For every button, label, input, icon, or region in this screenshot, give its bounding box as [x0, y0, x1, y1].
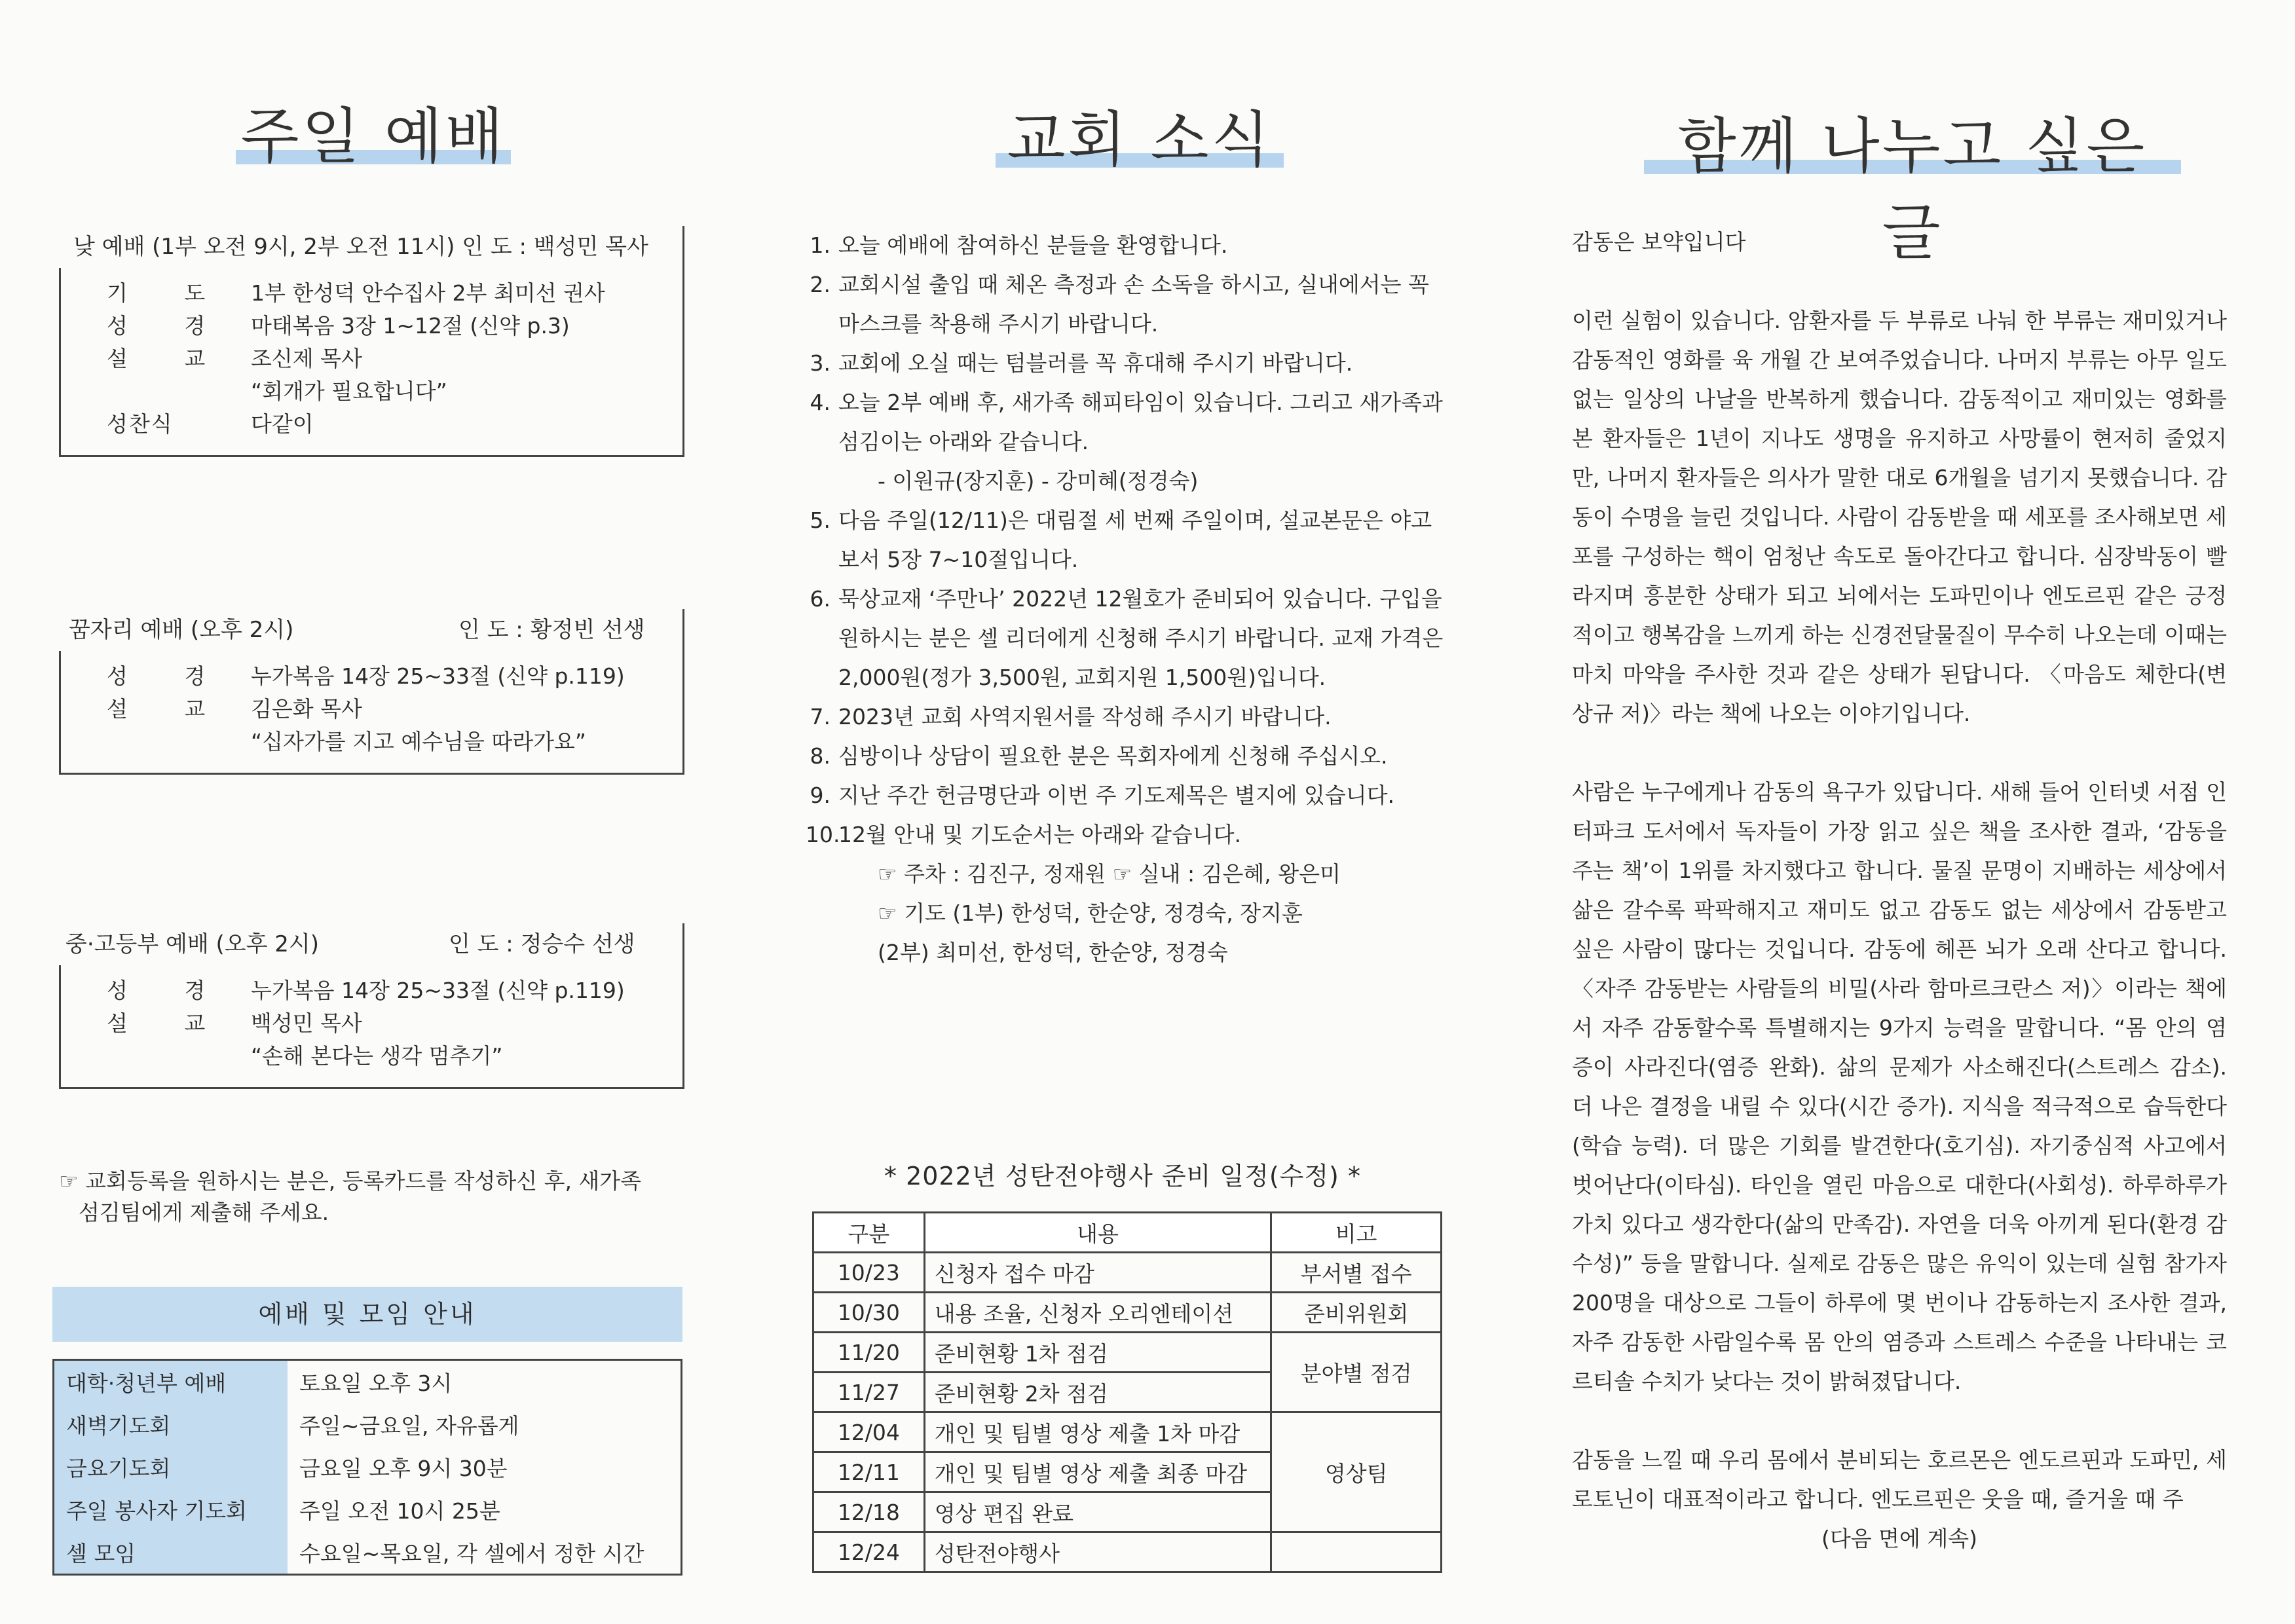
news-item [806, 265, 1461, 344]
news-item-line: 교회시설 출입 때 체온 측정과 손 소독을 하시고, 실내에서는 꼭 [838, 272, 1429, 297]
news-item-line: 섬김이는 아래와 같습니다. [838, 429, 1089, 454]
news-item-line: 오늘 예배에 참여하신 분들을 환영합니다. [838, 232, 1228, 258]
news-item-number: 2. [810, 272, 830, 297]
guide-row: 금요기도회 금요일 오후 9시 30분 [54, 1446, 682, 1488]
day-service [59, 226, 684, 457]
guide-row: 새벽기도회 주일~금요일, 자유롭게 [54, 1403, 682, 1446]
kids-service-leader: 인 도 : 황정빈 선생 [458, 617, 645, 643]
registration-notice: ☞ 교회등록을 원하시는 분은, 등록카드를 작성하신 후, 새가족 섬김팀에게 제출해 주세요. [59, 1168, 642, 1225]
news-item-number: 1. [810, 232, 830, 258]
guide-table [52, 1359, 682, 1576]
news-item-line: - 이원규(장지훈) - 강미혜(정경숙) [878, 468, 1199, 494]
schedule-row: 12/18 영상 편집 완료 [813, 1492, 1442, 1532]
news-item [806, 501, 1461, 580]
youth-service-box [59, 965, 684, 1089]
news-item [806, 344, 1461, 383]
schedule-row: 11/20 준비현황 1차 점검 분야별 점검 [813, 1333, 1442, 1373]
essay-paragraph: 감동을 느낄 때 우리 몸에서 분비되는 호르몬은 엔도르핀과 도파민, 세로토닌이 대표적이라고 합니다. 엔도르핀은 웃을 때, 즐거울 때 주 [1572, 1447, 2227, 1512]
news-item-line: 다음 주일(12/11)은 대림절 세 번째 주일이며, 설교본문은 야고 [838, 507, 1432, 533]
guide-row: 셀 모임 수요일~목요일, 각 셀에서 정한 시간 [54, 1531, 682, 1575]
youth-row: 성 경 누가복음 14장 25~33절 (신약 p.119) [107, 978, 625, 1003]
news-item-line: ☞ 기도 (1부) 한성덕, 한순양, 정경숙, 장지훈 [878, 900, 1303, 926]
news-item-number: 6. [810, 586, 830, 612]
news-item [806, 383, 1461, 501]
news-item-line: 2,000원(정가 3,500원, 교회지원 1,500원)입니다. [838, 665, 1326, 690]
news-item-line: (2부) 최미선, 한성덕, 한순양, 정경숙 [878, 940, 1228, 965]
news-item [806, 737, 1461, 776]
schedule-table [812, 1211, 1442, 1573]
kids-row: “십자가를 지고 예수님을 따라가요” [251, 729, 586, 754]
essay-paragraph: 이런 실험이 있습니다. 암환자를 두 부류로 나눠 한 부류는 재미있거나 감동적인 영화를 육 개월 간 보여주었습니다. 나머지 부류는 아무 일도 없는 일상의 나날을 반복하게 했습니다. 감동적이고 재미있는 영화를 본 환자들은 1년이 지나도 생명을 유지하고 사망률이 현저히 줄었지만, 나머지 환자들은 의사가 말한 대로 6개월을 넘기지 못했습니다. 감동이 수명을 늘린 것입니다. 사람이 감동받을 때 세포를 조사해보면 세포를 구성하는 핵이 엄청난 속도로 돌아간다고 합니다. 심장박동이 빨라지며 흥분한 상태가 되고 뇌에서는 도파민이나 엔도르핀 같은 긍정적이고 행복감을 느끼게 하는 신경전달물질이 무수히 나오는데 이때는 마치 마약을 주사한 것과 같은 상태가 된답니다. 〈마음도 체한다(변상규 저)〉라는 책에 나오는 이야기입니다. [1572, 308, 2227, 726]
guide-row: 주일 봉사자 기도회 주일 오전 10시 25분 [54, 1488, 682, 1531]
day-service-title-text: 낮 예배 (1부 오전 9시, 2부 오전 11시) 인 도 : 백성민 목사 [73, 234, 648, 260]
news-list [806, 226, 1461, 972]
day-service-box [59, 268, 684, 457]
schedule-row: 12/04 개인 및 팀별 영상 제출 1차 마감 영상팀 [813, 1412, 1442, 1452]
schedule-row: 11/27 준비현황 2차 점검 [813, 1373, 1442, 1412]
news-item-line: 지난 주간 헌금명단과 이번 주 기도제목은 별지에 있습니다. [838, 783, 1394, 808]
news-item-line: ☞ 주차 : 김진구, 정재원 ☞ 실내 : 김은혜, 왕은미 [878, 861, 1341, 887]
essay-title: 감동은 보약입니다 [1572, 229, 1746, 255]
guide-heading: 예배 및 모임 안내 [52, 1287, 682, 1342]
news-item-number: 7. [810, 704, 830, 729]
day-row: 성찬식 다같이 [107, 411, 314, 437]
schedule-row: 10/30 내용 조율, 신청자 오리엔테이션 준비위원회 [813, 1293, 1442, 1333]
news-item-number: 4. [810, 390, 830, 415]
news-heading-text: 교회 소식 [1007, 105, 1273, 175]
essay-continued: (다음 면에 계속) [1821, 1526, 1977, 1551]
day-row: 기 도 1부 한성덕 안수집사 2부 최미선 권사 [107, 280, 605, 306]
schedule-header-row [813, 1213, 1442, 1253]
essay-heading-text: 함께 나누고 싶은 글 [1677, 111, 2148, 268]
news-item-line: 보서 5장 7~10절입니다. [838, 547, 1079, 572]
worship-heading-text: 주일 예배 [240, 101, 506, 172]
youth-service-title-text: 중·고등부 예배 (오후 2시) [65, 931, 319, 957]
kids-service-box-top [59, 609, 684, 651]
day-row: 성 경 마태복음 3장 1~12절 (신약 p.3) [107, 313, 570, 339]
worship-column [59, 0, 688, 1624]
news-item-line: 마스크를 착용해 주시기 바랍니다. [838, 311, 1159, 337]
day-service-title [59, 226, 684, 268]
day-service-box-top [59, 226, 684, 268]
news-item [806, 776, 1461, 815]
news-item-line: 오늘 2부 예배 후, 새가족 해피타임이 있습니다. 그리고 새가족과 [838, 390, 1443, 415]
youth-row: 설 교 백성민 목사 [107, 1010, 362, 1036]
kids-service-title [59, 609, 684, 651]
youth-service-leader: 인 도 : 정승수 선생 [449, 931, 635, 957]
schedule-row: 12/24 성탄전야행사 [813, 1532, 1442, 1572]
news-item-line: 교회에 오실 때는 텀블러를 꼭 휴대해 주시기 바랍니다. [838, 350, 1353, 376]
essay-column [1572, 0, 2227, 1624]
kids-service-title-text: 꿈자리 예배 (오후 2시) [69, 617, 294, 643]
news-item-number: 8. [810, 743, 830, 769]
news-item-line: 12월 안내 및 기도순서는 아래와 같습니다. [838, 822, 1241, 847]
news-item-line: 2023년 교회 사역지원서를 작성해 주시기 바랍니다. [838, 704, 1332, 729]
kids-service [59, 609, 684, 775]
youth-service-box-top [59, 923, 684, 965]
news-item-number: 3. [810, 350, 830, 376]
youth-service-title [59, 923, 684, 965]
schedule-row: 12/11 개인 및 팀별 영상 제출 최종 마감 [813, 1452, 1442, 1492]
kids-service-box [59, 651, 684, 775]
essay-paragraph: 사람은 누구에게나 감동의 욕구가 있답니다. 새해 들어 인터넷 서점 인터파크 도서에서 독자들이 가장 읽고 싶은 책을 조사한 결과, ‘감동을 주는 책’이 1위를 차지했다고 합니다. 물질 문명이 지배하는 세상에서 삶은 갈수록 팍팍해지고 재미도 없고 감동도 없는 세상에서 감동받고 싶은 사람이 많다는 것입니다. 감동에 헤픈 뇌가 오래 산다고 합니다. 〈자주 감동받는 사람들의 비밀(사라 함마르크란스 저)〉이라는 책에서 자주 감동할수록 특별해지는 9가지 능력을 말합니다. “몸 안의 염증이 사라진다(염증 완화). 삶의 문제가 사소해진다(스트레스 감소). 더 나은 결정을 내릴 수 있다(시간 증가). 지식을 적극적으로 습득한다(학습 능력). 더 많은 기회를 발견한다(호기심). 자기중심적 사고에서 벗어난다(이타심). 타인을 열린 마음으로 대한다(사회성). 하루하루가 가치 있다고 생각한다(삶의 만족감). 자연을 더욱 아끼게 된다(환경 감수성)” 등을 말합니다. 실제로 감동은 많은 유익이 있는데 실험 참가자 200명을 대상으로 그들이 하루에 몇 번이나 감동하는지 조사한 결과, 자주 감동한 사람일수록 몸 안의 염증과 스트레스 수준을 나타내는 코르티솔 수치가 낮다는 것이 밝혀졌답니다. [1572, 779, 2227, 1394]
news-item-number: 5. [810, 507, 830, 533]
news-item-line: 원하시는 분은 셀 리더에게 신청해 주시기 바랍니다. 교재 가격은 [838, 625, 1444, 651]
schedule-header: 구분 [813, 1213, 925, 1253]
worship-heading [236, 88, 511, 175]
news-item-line: 묵상교재 ‘주만나’ 2022년 12월호가 준비되어 있습니다. 구입을 [838, 586, 1442, 612]
kids-row: 설 교 김은화 목사 [107, 696, 362, 722]
schedule-row: 10/23 신청자 접수 마감 부서별 접수 [813, 1253, 1442, 1293]
guide-row: 대학·청년부 예배 토요일 오후 3시 [54, 1360, 682, 1404]
news-item [806, 580, 1461, 697]
youth-service [59, 923, 684, 1089]
youth-row: “손해 본다는 생각 멈추기” [251, 1043, 503, 1069]
news-item [806, 226, 1461, 265]
day-row: 설 교 조신제 목사 [107, 346, 362, 371]
kids-row: 성 경 누가복음 14장 25~33절 (신약 p.119) [107, 663, 625, 689]
essay-body [1572, 223, 2227, 1598]
news-heading [996, 92, 1284, 178]
news-item-line: 심방이나 상담이 필요한 분은 목회자에게 신청해 주십시오. [838, 743, 1388, 769]
news-item-number: 9. [810, 783, 830, 808]
news-item-number: 10. [806, 822, 840, 847]
news-column [806, 0, 1461, 1624]
news-item [806, 815, 1461, 972]
schedule-header: 내용 [924, 1213, 1271, 1253]
day-row: “회개가 필요합니다” [251, 378, 447, 404]
schedule-title: * 2022년 성탄전야행사 준비 일정(수정) * [884, 1162, 1361, 1190]
news-item [806, 697, 1461, 737]
schedule-header: 비고 [1271, 1213, 1442, 1253]
